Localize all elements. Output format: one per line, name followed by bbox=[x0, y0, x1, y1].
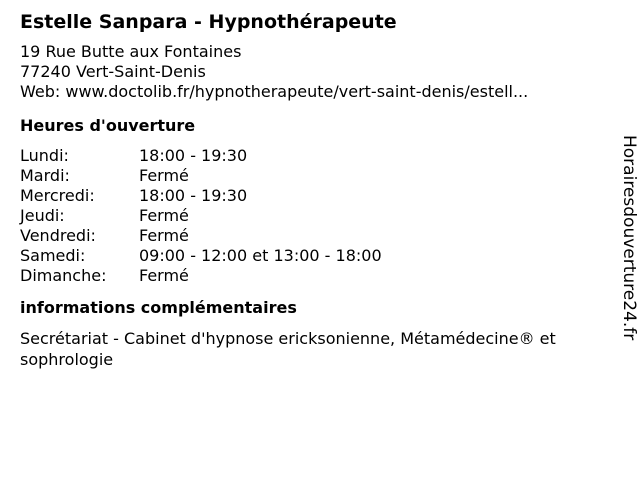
day-label: Samedi: bbox=[20, 246, 86, 265]
additional-info-text: Secrétariat - Cabinet d'hypnose ericksonienne, Métamédecine® et sophrologie bbox=[20, 329, 556, 369]
day-label: Dimanche: bbox=[20, 266, 107, 285]
day-hours: Fermé bbox=[139, 226, 189, 245]
address-street: 19 Rue Butte aux Fontaines bbox=[20, 42, 242, 61]
business-card bbox=[20, 10, 610, 370]
hours-row-monday bbox=[20, 146, 610, 166]
business-title: Estelle Sanpara - Hypnothérapeute bbox=[20, 11, 397, 33]
hours-row-tuesday bbox=[20, 166, 610, 186]
day-hours: Fermé bbox=[139, 206, 189, 225]
opening-hours-table bbox=[20, 146, 610, 286]
hours-row-sunday bbox=[20, 266, 610, 286]
hours-row-saturday bbox=[20, 246, 610, 266]
day-hours: 18:00 - 19:30 bbox=[139, 146, 248, 165]
day-hours: 18:00 - 19:30 bbox=[139, 186, 248, 205]
site-watermark: Horairesdouverture24.fr bbox=[619, 135, 639, 341]
additional-info-heading: informations complémentaires bbox=[20, 298, 297, 317]
hours-row-thursday bbox=[20, 206, 610, 226]
day-label: Vendredi: bbox=[20, 226, 96, 245]
day-hours: 09:00 - 12:00 et 13:00 - 18:00 bbox=[139, 246, 382, 265]
day-label: Mercredi: bbox=[20, 186, 95, 205]
day-label: Jeudi: bbox=[20, 206, 65, 225]
hours-row-friday bbox=[20, 226, 610, 246]
day-hours: Fermé bbox=[139, 266, 189, 285]
address-city: 77240 Vert-Saint-Denis bbox=[20, 62, 206, 81]
day-label: Mardi: bbox=[20, 166, 70, 185]
opening-hours-heading: Heures d'ouverture bbox=[20, 116, 196, 135]
website-link[interactable]: Web: www.doctolib.fr/hypnotherapeute/vert-saint-denis/estell... bbox=[20, 82, 529, 101]
hours-row-wednesday bbox=[20, 186, 610, 206]
day-hours: Fermé bbox=[139, 166, 189, 185]
day-label: Lundi: bbox=[20, 146, 69, 165]
